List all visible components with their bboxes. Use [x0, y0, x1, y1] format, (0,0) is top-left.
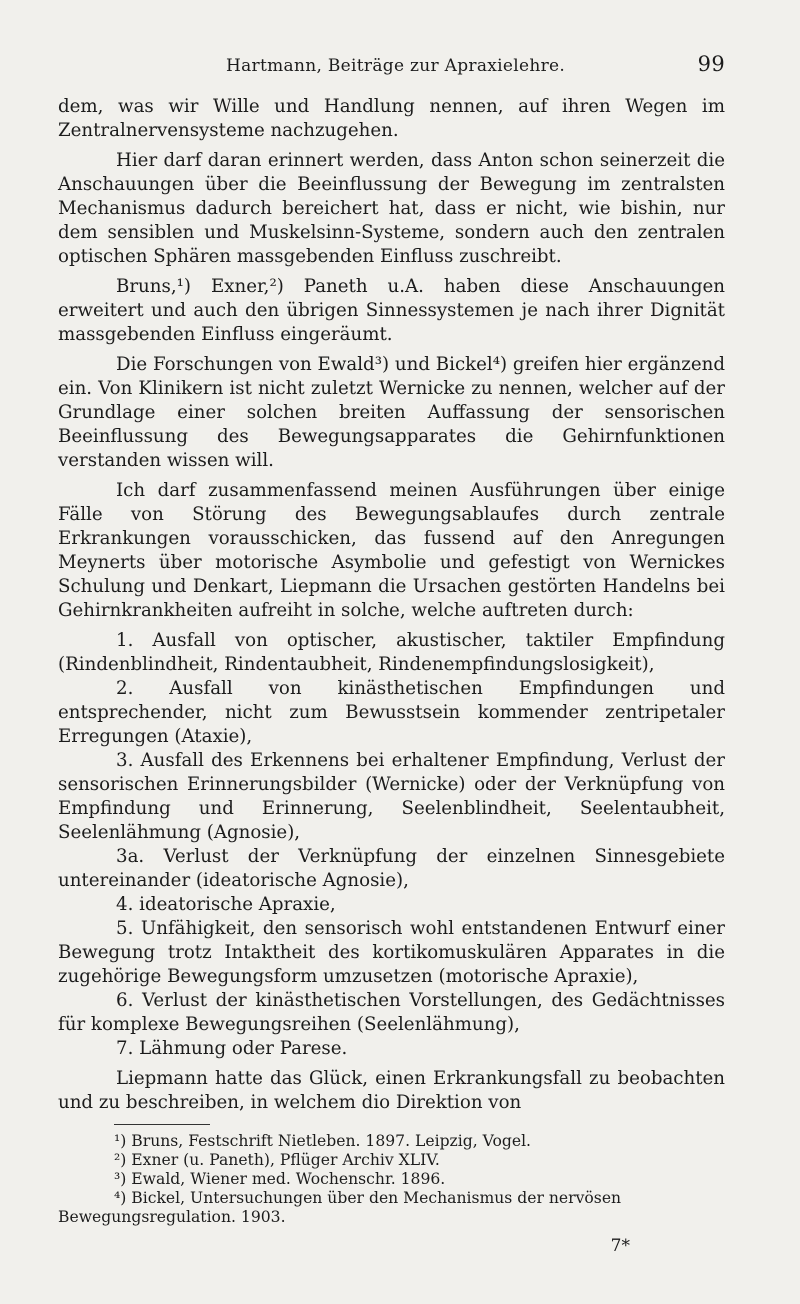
- paragraph-liepmann-intro: Ich darf zusammenfassend meinen Ausführungen über einige Fälle von Störung des Bewegungsablaufes durch zentrale Erkrankungen vorausschicken, das fussend auf den Anregungen Meynerts über motorische Asymbolie und gefestigt von Wernickes Schulung und Denkart, Liepmann die Ursachen gestörten Handelns bei Gehirnkrankheiten aufreiht in solche, welche auftreten durch:: [58, 480, 725, 621]
- footnote-divider: [114, 1124, 210, 1125]
- paragraph-anton: Hier darf daran erinnert werden, dass Anton schon seinerzeit die Anschauungen über die Beeinflussung der Bewegung im zentralsten Mechanismus dadurch bereichert hat, dass er nicht, wie bishin, nur dem sensiblen und Muskelsinn-Systeme, sondern auch den zentralen optischen Sphären massgebenden Einfluss zuschreibt.: [58, 150, 725, 267]
- page-number: 99: [697, 52, 725, 76]
- list-item: 3. Ausfall des Erkennens bei erhaltener Empfindung, Verlust der sensorischen Erinnerungsbilder (Wernicke) oder der Verknüpfung von Empfindung und Erinnerung, Seelenblindheit, Seelentaubheit, Seelenlähmung (Agnosie),: [58, 750, 725, 843]
- footnote: ¹) Bruns, Festschrift Nietleben. 1897. Leipzig, Vogel.: [114, 1132, 532, 1150]
- list-item: 5. Unfähigkeit, den sensorisch wohl entstandenen Entwurf einer Bewegung trotz Intaktheit des kortikomuskulären Apparates in die zugehörige Bewegungsform umzusetzen (motorische Apraxie),: [58, 918, 725, 987]
- paragraph-ewald: Die Forschungen von Ewald³) und Bickel⁴) greifen hier ergänzend ein. Von Klinikern ist nicht zuletzt Wernicke zu nennen, welcher auf der Grundlage einer solchen breiten Auffassung der sensorischen Beeinflussung des Bewegungsapparates die Gehirnfunktionen verstanden wissen will.: [58, 354, 725, 471]
- list-item: 1. Ausfall von optischer, akustischer, taktiler Empfindung (Rindenblindheit, Rindentaubheit, Rindenempfindungslosigkeit),: [58, 630, 725, 675]
- paragraph-continuation: dem, was wir Wille und Handlung nennen, auf ihren Wegen im Zentralnervensysteme nachzugehen.: [58, 96, 725, 141]
- paragraph-closing: Liepmann hatte das Glück, einen Erkrankungsfall zu beobachten und zu beschreiben, in welchem dio Direktion von: [58, 1068, 725, 1113]
- main-text: [58, 95, 725, 1115]
- list-item: 4. ideatorische Apraxie,: [116, 894, 336, 915]
- list-item: 6. Verlust der kinästhetischen Vorstellungen, des Gedächtnisses für komplexe Bewegungsreihen (Seelenlähmung),: [58, 990, 725, 1035]
- footnote: ³) Ewald, Wiener med. Wochenschr. 1896.: [114, 1170, 446, 1188]
- list-item: 3a. Verlust der Verknüpfung der einzelnen Sinnesgebiete untereinander (ideatorische Agnosie),: [58, 846, 725, 891]
- footnotes: [58, 1132, 725, 1227]
- signature-mark: 7*: [610, 1236, 630, 1256]
- book-page: [58, 0, 725, 1304]
- running-header: [58, 52, 725, 84]
- paragraph-bruns: Bruns,¹) Exner,²) Paneth u.A. haben diese Anschauungen erweitert und auch den übrigen Sinnessystemen je nach ihrer Dignität massgebenden Einfluss eingeräumt.: [58, 276, 725, 345]
- list-item: 2. Ausfall von kinästhetischen Empfindungen und entsprechender, nicht zum Bewusstsein kommender zentripetaler Erregungen (Ataxie),: [58, 678, 725, 747]
- list-item: 7. Lähmung oder Parese.: [116, 1038, 348, 1059]
- footnote: ⁴) Bickel, Untersuchungen über den Mechanismus der nervösen Bewegungsregulation. 1903.: [58, 1189, 622, 1226]
- running-title: Hartmann, Beiträge zur Apraxielehre.: [226, 56, 566, 76]
- footnote: ²) Exner (u. Paneth), Pflüger Archiv XLIV.: [114, 1151, 440, 1169]
- cause-list: [58, 629, 725, 1061]
